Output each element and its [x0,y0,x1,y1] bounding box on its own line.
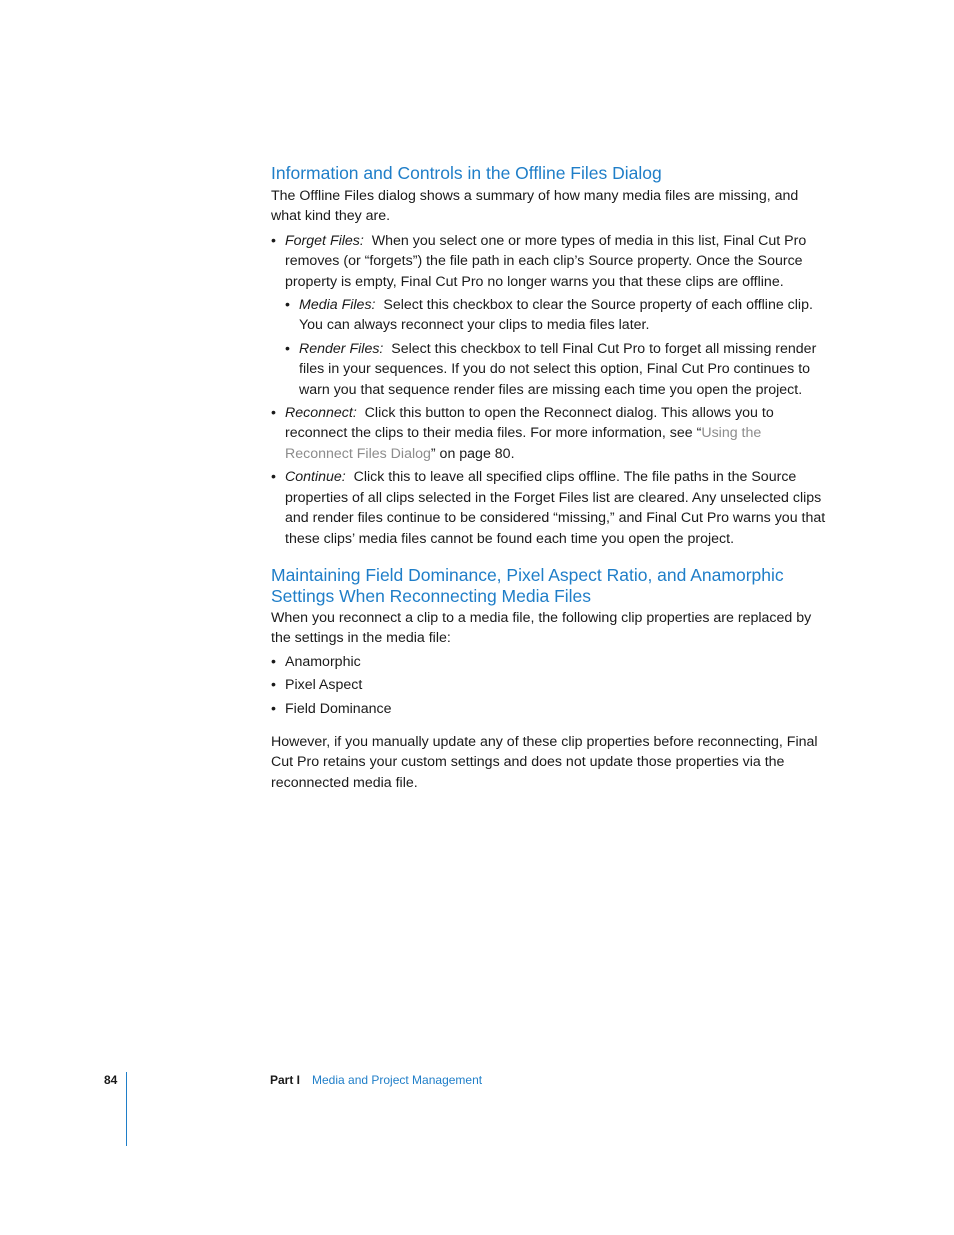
closing-paragraph: However, if you manually update any of these clip properties before reconnecting, Final Cut Pro retains your custom settings and does not update those properties via the reconnected media file. [271,733,818,791]
bullet: • [271,653,276,670]
page-content [271,163,831,793]
render-files-text: Select this checkbox to tell Final Cut Pro to forget all missing render files in your sequences. If you do not select this option, Final Cut Pro continues to warn you that sequence render files are missing each time you open the project. [299,340,817,398]
bullet: • [271,405,276,422]
list-item-anamorphic [271,652,831,672]
term-reconnect: Reconnect: [285,405,357,422]
list-item-field-dominance [271,699,831,719]
forget-files-sublist [285,295,831,400]
bullet: • [285,340,290,357]
list-item-reconnect [271,403,831,464]
clip-properties-list [271,652,831,719]
item-label: Anamorphic [285,653,361,670]
footer-part-label: Part I [270,1073,301,1087]
footer-chapter-title: Media and Project Management [312,1073,483,1087]
page-number: 84 [104,1073,118,1087]
footer-divider [126,1072,127,1146]
continue-text: Click this to leave all specified clips offline. The file paths in the Source properties of all clips selected in the Forget Files list are cleared. Any unselected clips and render files continue to be considered “missing,” and Final Cut Pro warns you that these clips’ media files cannot be found each time you open the project. [285,469,826,547]
reconnect-text: Click this button to open the Reconnect dialog. This allows you to reconnect the clips to their media files. For more information, see “ [285,405,774,442]
bullet: • [271,232,276,249]
item-label: Field Dominance [285,700,392,717]
bullet: • [271,700,276,717]
reconnect-files-dialog-link[interactable]: Using the Reconnect Files Dialog [285,425,762,462]
bullet: • [285,297,290,314]
reconnect-text-after: ” on page 80. [430,445,515,462]
list-item-continue [271,467,831,549]
term-forget-files: Forget Files: [285,232,364,249]
offline-files-list [271,231,831,549]
section-heading-offline-files: Information and Controls in the Offline Files Dialog [271,163,662,183]
bullet: • [271,469,276,486]
media-files-text: Select this checkbox to clear the Source property of each offline clip. You can always reconnect your clips to media files later. [299,297,813,334]
item-label: Pixel Aspect [285,677,363,694]
list-item-pixel-aspect [271,675,831,695]
term-render-files: Render Files: [299,340,384,357]
section-heading-field-dominance: Maintaining Field Dominance, Pixel Aspect Ratio, and Anamorphic Settings When Reconnecting Media Files [271,564,784,606]
list-item-forget-files [271,231,831,400]
list-item-media-files [285,295,831,336]
field-dominance-intro: When you reconnect a clip to a media file, the following clip properties are replaced by the settings in the media file: [271,609,812,647]
list-item-render-files [285,339,831,400]
forget-files-text: When you select one or more types of media in this list, Final Cut Pro removes (or “forgets”) the file path in each clip’s Source property. Once the Source property is empty, Final Cut Pro no longer warns you that these clips are offline. [285,232,807,290]
term-media-files: Media Files: [299,297,376,314]
offline-files-intro: The Offline Files dialog shows a summary of how many media files are missing, and what kind they are. [271,188,799,225]
term-continue: Continue: [285,469,346,486]
bullet: • [271,677,276,694]
